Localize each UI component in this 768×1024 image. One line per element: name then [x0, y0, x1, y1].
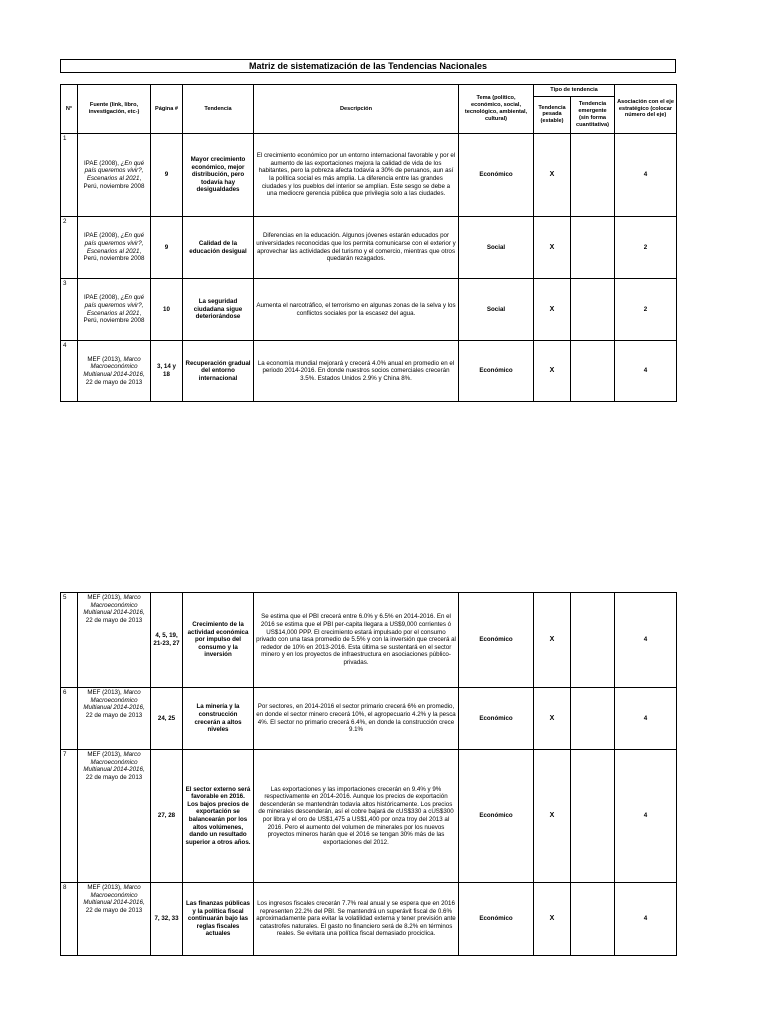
matrix-title: Matriz de sistematización de las Tendencias Nacionales: [60, 59, 676, 73]
row-page: 3, 14 y 18: [151, 341, 183, 402]
row-trend: Crecimiento de la actividad económica por impulso del consumo y la inversión: [183, 593, 254, 688]
row-description: El crecimiento económico por un entorno internacional favorable y por el aumento de las exportaciones mejora la calidad de vida de los habitantes, pero la pobreza afecta todavía a 30% de peruanos, aun así la política social es más amplia. La diferencia entre las grandes ciudades y los pueblos del interior se amplían. Este sesgo se debe a una mediocre gerencia pública que privilegia solo a las ciudades.: [254, 134, 459, 217]
table-row: [61, 341, 677, 402]
row-description: Diferencias en la educación. Algunos jóvenes estarán educados por universidades reconocidas que los permita comunicarse con el exterior y aprovechar las actividades del turismo y el comercio, mientras que otros quedarán rezagados.: [254, 217, 459, 279]
trends-table-page-1: [60, 84, 677, 402]
row-theme: Económico: [459, 688, 534, 750]
row-theme: Económico: [459, 341, 534, 402]
table-row: [61, 593, 677, 688]
header-num: N°: [61, 85, 78, 134]
row-theme: Económico: [459, 134, 534, 217]
row-page: 7, 32, 33: [151, 883, 183, 956]
row-emergente-mark: [571, 341, 615, 402]
row-number: 8: [61, 883, 78, 956]
row-pesada-mark: X: [534, 341, 571, 402]
table-row: [61, 883, 677, 956]
row-page: 24, 25: [151, 688, 183, 750]
row-page: 9: [151, 217, 183, 279]
row-source: MEF (2013), Marco Macroeconómico Multianual 2014-2016, 22 de mayo de 2013: [78, 883, 151, 956]
row-description: Los ingresos fiscales crecerán 7.7% real anual y se espera que en 2016 representen 22.2% del PBI. Se mantendrá un superávit fiscal de 0.6% aproximadamente para evitar la volatilidad externa y tener previsión ante catastrofes naturales. El gasto no financiero será de 8.2% en términos reales. Se evitara una política fiscal demasiado prociclica.: [254, 883, 459, 956]
row-pesada-mark: X: [534, 593, 571, 688]
row-source: MEF (2013), Marco Macroeconómico Multianual 2014-2016, 22 de mayo de 2013: [78, 593, 151, 688]
row-pesada-mark: X: [534, 279, 571, 341]
row-pesada-mark: X: [534, 883, 571, 956]
row-trend: Calidad de la educación desigual: [183, 217, 254, 279]
row-pesada-mark: X: [534, 217, 571, 279]
row-axis: 4: [615, 134, 677, 217]
row-emergente-mark: [571, 883, 615, 956]
row-source: MEF (2013), Marco Macroeconómico Multianual 2014-2016, 22 de mayo de 2013: [78, 750, 151, 883]
row-theme: Social: [459, 279, 534, 341]
row-number: 4: [61, 341, 78, 402]
row-axis: 4: [615, 883, 677, 956]
row-axis: 4: [615, 750, 677, 883]
row-trend: La seguridad ciudadana sigue deteriorándose: [183, 279, 254, 341]
row-description: Las exportaciones y las importaciones crecerán en 9.4% y 9% respectivamente en 2014-2016. Aunque los precios de exportación descenderán se mantendrán todavía altos históricamente. Los precios de minerales descenderán, así el cobre bajará de cUS$330 a cUS$300 por libra y el oro de US$1,475 a US$1,400 por onza troy del 2013 al 2016. Pero el aumento del volumen de minerales por los nuevos proyectos mineros harán que el 2016 se tengan 30% más de las exportaciones del 2012.: [254, 750, 459, 883]
table-row: [61, 750, 677, 883]
header-pagina: Página #: [151, 85, 183, 134]
header-pesada: Tendencia pesada (estable): [534, 96, 571, 133]
table-row: [61, 688, 677, 750]
row-theme: Económico: [459, 750, 534, 883]
row-number: 2: [61, 217, 78, 279]
row-source: MEF (2013), Marco Macroeconómico Multianual 2014-2016, 22 de mayo de 2013: [78, 341, 151, 402]
table-row: [61, 134, 677, 217]
row-page: 27, 28: [151, 750, 183, 883]
row-page: 4, 5, 19, 21-23, 27: [151, 593, 183, 688]
row-number: 3: [61, 279, 78, 341]
row-description: Se estima que el PBI crecerá entre 6.0% y 6.5% en 2014-2016. En el 2016 se estima que el PBI per-capita llegara a US$9,000 corrientes ó US$14,000 PPP. El crecimiento estará impulsado por el consumo privado con una tasa promedio de 5.5% y con la inversión que crecerá al rededor de 10% en 2013-2016. Esta última se sustentará en el sector minero y en los proyectos de infraestructura en asociaciones público-privadas.: [254, 593, 459, 688]
row-number: 5: [61, 593, 78, 688]
row-axis: 4: [615, 341, 677, 402]
row-emergente-mark: [571, 750, 615, 883]
header-tema: Tema (político, económico, social, tecnológico, ambiental, cultural): [459, 85, 534, 134]
table-row: [61, 217, 677, 279]
row-trend: Recuperación gradual del entorno internacional: [183, 341, 254, 402]
header-descripcion: Descripción: [254, 85, 459, 134]
row-trend: La minería y la construcción crecerán a altos niveles: [183, 688, 254, 750]
header-fuente: Fuente (link, libro, investigación, etc-): [78, 85, 151, 134]
table-row: [61, 279, 677, 341]
row-trend: El sector externo será favorable en 2016. Los bajos precios de exportación se balancearán por los altos volúmenes, dando un resultado superior a otros años.: [183, 750, 254, 883]
row-source: IPAE (2008), ¿En qué país queremos vivir?, Escenarios al 2021, Perú, noviembre 2008: [78, 134, 151, 217]
row-pesada-mark: X: [534, 134, 571, 217]
row-page: 10: [151, 279, 183, 341]
row-axis: 4: [615, 593, 677, 688]
row-theme: Económico: [459, 883, 534, 956]
row-source: IPAE (2008), ¿En qué país queremos vivir?, Escenarios al 2021, Perú, noviembre 2008: [78, 217, 151, 279]
row-page: 9: [151, 134, 183, 217]
header-asociacion: Asociación con el eje estratégico (colocar número del eje): [615, 85, 677, 134]
row-emergente-mark: [571, 217, 615, 279]
row-number: 6: [61, 688, 78, 750]
row-description: La economía mundial mejorará y crecerá 4.0% anual en promedio en el periodo 2014-2016. En donde nuestros socios comerciales crecerán 3.5%. Estados Unidos 2.9% y China 8%.: [254, 341, 459, 402]
row-emergente-mark: [571, 279, 615, 341]
row-pesada-mark: X: [534, 688, 571, 750]
row-pesada-mark: X: [534, 750, 571, 883]
row-emergente-mark: [571, 688, 615, 750]
row-theme: Económico: [459, 593, 534, 688]
row-trend: Las finanzas públicas y la política fiscal continuarán bajo las reglas fiscales actuales: [183, 883, 254, 956]
trends-table-page-2: [60, 592, 677, 956]
row-source: MEF (2013), Marco Macroeconómico Multianual 2014-2016, 22 de mayo de 2013: [78, 688, 151, 750]
row-axis: 4: [615, 688, 677, 750]
header-emergente: Tendencia emergente (sin forma cuantitativa): [571, 96, 615, 133]
row-number: 1: [61, 134, 78, 217]
row-emergente-mark: [571, 134, 615, 217]
row-theme: Social: [459, 217, 534, 279]
row-description: Por sectores, en 2014-2016 el sector primario crecerá 6% en promedio, en donde el sector minero crecerá 10%, el agropecuario 4.2% y la pesca 4%. El sector no primario crecerá 6.4%, en donde la construcción crece 9.1%: [254, 688, 459, 750]
row-emergente-mark: [571, 593, 615, 688]
row-source: IPAE (2008), ¿En qué país queremos vivir?, Escenarios al 2021, Perú, noviembre 2008: [78, 279, 151, 341]
row-description: Aumenta el narcotráfico, el terrorismo en algunas zonas de la selva y los conflictos sociales por la escasez del agua.: [254, 279, 459, 341]
header-tendencia: Tendencia: [183, 85, 254, 134]
row-axis: 2: [615, 279, 677, 341]
row-axis: 2: [615, 217, 677, 279]
row-number: 7: [61, 750, 78, 883]
header-tipo: Tipo de tendencia: [534, 85, 615, 97]
row-trend: Mayor crecimiento económico, mejor distribución, pero todavía hay desigualdades: [183, 134, 254, 217]
